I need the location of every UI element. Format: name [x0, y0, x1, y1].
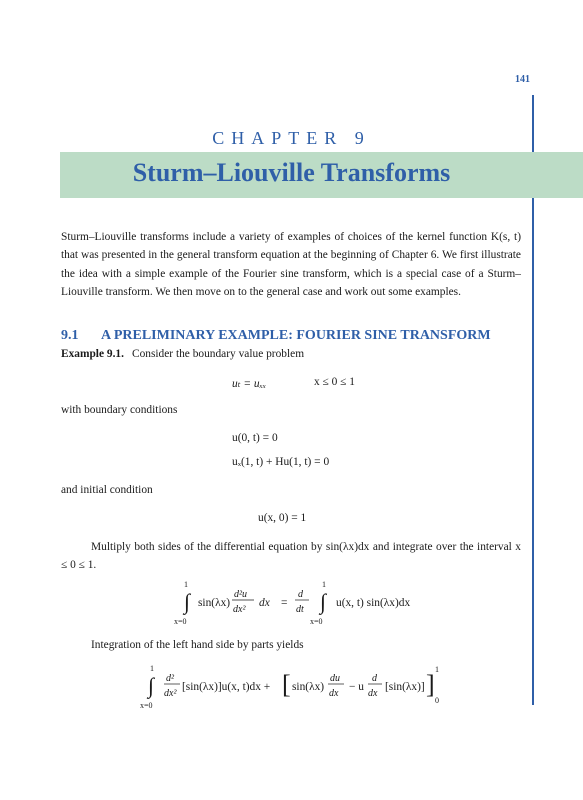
right-bracket: ] [426, 670, 435, 699]
sin-bracket-term: [sin(λx)]u(x, t)dx + [182, 681, 271, 693]
example-text: Consider the boundary value problem [131, 348, 305, 360]
lower-limit-2: x=0 [310, 617, 323, 626]
domain-inequality: x ≤ 0 ≤ 1 [314, 376, 355, 388]
d2-numerator: d² [166, 673, 174, 684]
equals-sign: = [281, 597, 288, 609]
integral-equation [170, 578, 540, 630]
d2u-numerator: d²u [234, 589, 247, 600]
section-number: 9.1 [61, 328, 79, 343]
upper-limit-1: 1 [184, 580, 188, 589]
boundary-condition-2: uₓ(1, t) + Hu(1, t) = 0 [232, 456, 330, 468]
lower-limit-3: x=0 [140, 701, 153, 710]
chapter-title: Sturm–Liouville Transforms [132, 158, 451, 187]
integral-sign-3: ∫ [148, 673, 155, 698]
section-heading [61, 328, 531, 344]
example-label: Example 9.1. [61, 348, 124, 360]
integration-by-parts-expression [138, 662, 538, 714]
chapter-label: CHAPTER 9 [212, 128, 371, 148]
sin-bracket-short: [sin(λx)] [385, 681, 425, 693]
u-sin-term: u(x, t) sin(λx)dx [336, 597, 411, 609]
initial-condition-label: and initial condition [61, 484, 153, 496]
upper-limit-3: 1 [150, 664, 154, 673]
integral-sign-2: ∫ [320, 589, 327, 614]
sin-term-2: sin(λx) [292, 681, 325, 693]
left-bracket: [ [282, 670, 291, 699]
intro-paragraph: Sturm–Liouville transforms include a variety of examples of choices of the kernel function K(s, t) that was presented in the general transform equation at the beginning of Chapter 6. We first illustrate the idea with a simple example of the Fourier sine transform, which is a special case of a Sturm–Liouville transform. We then move on to the general case and work out some examples. [61, 231, 521, 299]
multiply-paragraph: Multiply both sides of the differential equation by sin(λx)dx and integrate over the interval x ≤ 0 ≤ 1. [61, 541, 521, 571]
boundary-conditions-label: with boundary conditions [61, 404, 178, 416]
dx2-denominator-2: dx² [164, 688, 177, 699]
d-numerator-2: d [372, 673, 377, 684]
section-title: A PRELIMINARY EXAMPLE: FOURIER SINE TRANSFORM [101, 328, 491, 343]
upper-limit-2: 1 [322, 580, 326, 589]
sin-term-1: sin(λx) [198, 597, 231, 609]
page-number: 141 [515, 74, 530, 85]
lower-limit-1: x=0 [174, 617, 187, 626]
minus-u-term: − u [349, 681, 364, 693]
d-numerator: d [298, 589, 303, 600]
dx-denominator: dx [329, 688, 339, 699]
initial-condition-equation: u(x, 0) = 1 [258, 512, 307, 524]
eval-lower-limit: 0 [435, 696, 439, 705]
dx2-denominator: dx² [233, 604, 246, 615]
du-numerator: du [330, 673, 340, 684]
example-statement [61, 348, 304, 360]
boundary-condition-1: u(0, t) = 0 [232, 432, 278, 444]
pde-equation: uₜ = uₓₓ [232, 378, 267, 390]
integration-by-parts-label: Integration of the left hand side by parts yields [91, 639, 304, 651]
dx-term-1: dx [259, 597, 270, 609]
dx-denominator-2: dx [368, 688, 378, 699]
integral-sign-1: ∫ [184, 589, 191, 614]
eval-upper-limit: 1 [435, 665, 439, 674]
dt-denominator: dt [296, 604, 304, 615]
